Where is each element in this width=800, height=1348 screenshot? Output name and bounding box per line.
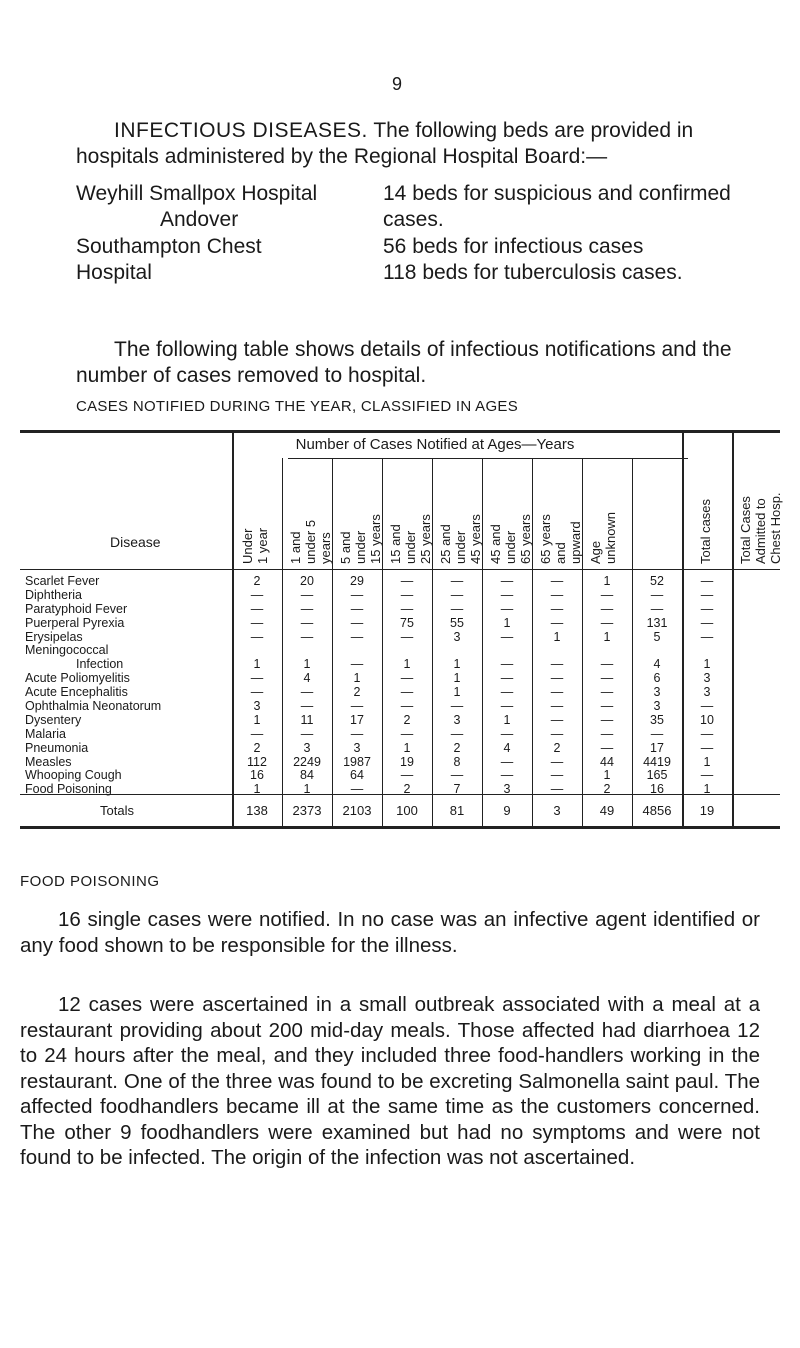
cell: — <box>550 601 564 616</box>
cell: 2 <box>553 740 561 755</box>
total-cell: 9 <box>503 803 511 818</box>
cell: — <box>600 657 614 672</box>
page-number: 9 <box>392 74 403 94</box>
cell: — <box>700 601 714 616</box>
col-header: 25 and under 45 years <box>438 514 483 564</box>
cell: 3 <box>303 740 311 755</box>
cell: — <box>350 587 364 602</box>
cell: 1 <box>703 657 711 672</box>
cell: 4 <box>653 657 661 672</box>
row-disease: Erysipelas <box>25 629 83 644</box>
cell: 2 <box>453 740 461 755</box>
cell: 3 <box>453 712 461 727</box>
col-header: Under 1 year <box>240 527 270 564</box>
col-header: 1 and under 5 years <box>288 519 333 564</box>
cell: 1 <box>503 615 511 630</box>
cell: — <box>350 782 364 797</box>
hospital-beds: 56 beds for infectious cases <box>383 235 644 258</box>
cell: 1 <box>703 754 711 769</box>
cell: 3 <box>703 685 711 700</box>
cell: 52 <box>650 574 664 588</box>
cell: — <box>400 699 414 714</box>
row-disease: Paratyphoid Fever <box>25 601 128 616</box>
row-disease: Meningococcal <box>25 643 109 658</box>
cell: — <box>600 712 614 727</box>
cell: — <box>300 629 314 644</box>
cell: — <box>300 615 314 630</box>
cell: — <box>700 615 714 630</box>
cell: — <box>550 615 564 630</box>
cell: — <box>550 587 564 602</box>
cell: — <box>400 768 414 783</box>
col-header: Age unknown <box>588 511 618 564</box>
cell: — <box>250 726 264 741</box>
cell: — <box>350 699 364 714</box>
table-row <box>20 686 780 700</box>
total-cell: 49 <box>599 803 615 818</box>
cell: 1 <box>303 657 311 672</box>
cell: 1 <box>253 712 261 727</box>
cell: 1 <box>403 740 411 755</box>
cell: 75 <box>400 615 414 630</box>
cell: 7 <box>453 782 461 797</box>
total-cell: 81 <box>449 803 465 818</box>
cell: — <box>550 782 564 797</box>
row-disease: Pneumonia <box>25 740 89 755</box>
cell: — <box>550 699 564 714</box>
intro-lead: INFECTIOUS DISEASES. <box>114 119 368 142</box>
cell: 6 <box>653 671 661 686</box>
cell: 16 <box>250 768 264 783</box>
hospital-beds: 14 beds for suspicious and confirmed cases. <box>383 182 731 231</box>
col-header: Total Cases Admitted to Chest Hosp. <box>738 492 783 564</box>
cell: — <box>700 768 714 783</box>
cell: — <box>600 587 614 602</box>
hospital-location: Andover <box>160 208 239 231</box>
cell: — <box>500 699 514 714</box>
cell: 2 <box>253 740 261 755</box>
cell: — <box>700 740 714 755</box>
cell: 16 <box>650 782 664 797</box>
cell: 1987 <box>343 754 371 769</box>
paragraph-text: 12 cases were ascertained in a small outbreak associated with a meal at a restaurant providing about 200 mid-day meals. Those affected had diarrhoea 12 to 24 hours after the meal, and they included three food-handlers working in the restaurant. One of the three was found to be excreting Salmonella saint paul. The affected foodhandlers became ill at the same time as the customers concerned. The other 9 foodhandlers were examined but had no symptoms and were not found to be infected. The origin of the infection was not ascertained. <box>20 993 760 1169</box>
total-cell: 138 <box>246 803 268 818</box>
cell: 11 <box>300 712 314 727</box>
table-row <box>20 658 780 672</box>
cell: — <box>550 726 564 741</box>
cell: — <box>550 754 564 769</box>
cell: — <box>500 685 514 700</box>
table-row <box>20 742 780 756</box>
total-cell: 2103 <box>342 803 372 818</box>
cell: 35 <box>650 712 664 727</box>
cell: 1 <box>553 629 561 644</box>
table-row <box>20 672 780 686</box>
cell: 3 <box>453 629 461 644</box>
cell: 19 <box>400 754 414 769</box>
cell: 17 <box>350 712 364 727</box>
cell: 1 <box>703 782 711 797</box>
cell: — <box>250 671 264 686</box>
cell: 2 <box>353 685 361 700</box>
row-disease: Infection <box>76 657 124 672</box>
cell: 1 <box>403 657 411 672</box>
cell: 1 <box>253 657 261 672</box>
total-cell: 3 <box>553 803 561 818</box>
table-bottom-rule <box>20 826 780 829</box>
header-bottom-rule <box>20 569 780 570</box>
cell: — <box>550 712 564 727</box>
row-disease: Food Poisoning <box>25 782 112 797</box>
food-poisoning-paragraph-1 <box>20 907 760 958</box>
cell: 1 <box>453 671 461 686</box>
row-disease: Whooping Cough <box>25 768 122 783</box>
cell: — <box>700 574 714 588</box>
cell: — <box>450 699 464 714</box>
cell: 3 <box>253 699 261 714</box>
cell: 3 <box>653 699 661 714</box>
cell: — <box>300 601 314 616</box>
cell: — <box>250 629 264 644</box>
cell: — <box>400 685 414 700</box>
cell: 8 <box>453 754 461 769</box>
cell: — <box>300 726 314 741</box>
cell: 1 <box>453 657 461 672</box>
total-cell: 2373 <box>292 803 322 818</box>
row-disease: Ophthalmia Neonatorum <box>25 699 162 714</box>
hospital-name: Southampton Chest Hospital <box>76 235 262 284</box>
cell: — <box>500 671 514 686</box>
cell: 2 <box>603 782 611 797</box>
table-intro-text: The following table shows details of infectious notifications and the number of cases removed to hospital. <box>76 338 732 387</box>
cell: — <box>500 574 514 588</box>
cell: 20 <box>300 574 314 588</box>
cell: 4419 <box>643 754 671 769</box>
cell: — <box>350 601 364 616</box>
cell: — <box>350 657 364 672</box>
table-row <box>20 603 780 617</box>
cell: — <box>700 587 714 602</box>
cell: 4 <box>303 671 311 686</box>
cell: — <box>400 574 414 588</box>
cell: — <box>550 671 564 686</box>
cell: — <box>450 574 464 588</box>
cell: 1 <box>503 712 511 727</box>
cell: 112 <box>247 754 267 769</box>
cell: — <box>300 685 314 700</box>
cell: — <box>350 615 364 630</box>
cell: — <box>700 726 714 741</box>
cell: — <box>500 754 514 769</box>
cell: — <box>300 587 314 602</box>
cell: — <box>600 699 614 714</box>
cell: — <box>500 601 514 616</box>
cell: 165 <box>646 768 668 783</box>
row-disease: Acute Encephalitis <box>25 685 128 700</box>
cell: 55 <box>450 615 464 630</box>
cell: 1 <box>353 671 361 686</box>
col-header: 45 and under 65 years <box>488 514 533 564</box>
cell: — <box>600 615 614 630</box>
table-row <box>20 756 780 770</box>
table-top-rule <box>20 430 780 433</box>
food-poisoning-title: FOOD POISONING <box>20 873 160 890</box>
row-disease: Puerperal Pyrexia <box>25 615 125 630</box>
cell: — <box>550 657 564 672</box>
cell: — <box>450 726 464 741</box>
cell: — <box>250 615 264 630</box>
cell: 29 <box>350 574 364 588</box>
row-disease: Measles <box>25 754 72 769</box>
cell: — <box>500 629 514 644</box>
cell: — <box>500 768 514 783</box>
cell: — <box>600 685 614 700</box>
cell: 1 <box>603 768 611 783</box>
total-cell: 100 <box>396 803 418 818</box>
table-row <box>20 631 780 645</box>
cell: — <box>400 601 414 616</box>
table-row <box>20 644 780 658</box>
table-body <box>20 575 780 797</box>
cell: — <box>550 574 564 588</box>
cell: 44 <box>600 754 614 769</box>
cell: 64 <box>350 768 364 783</box>
cell: 2 <box>403 712 411 727</box>
cell: — <box>500 587 514 602</box>
total-cell: 19 <box>699 803 715 818</box>
row-disease: Scarlet Fever <box>25 574 100 588</box>
cell: — <box>600 601 614 616</box>
cell: 3 <box>703 671 711 686</box>
col-header: 5 and under 15 years <box>338 514 383 564</box>
cell: — <box>400 671 414 686</box>
cell: — <box>600 671 614 686</box>
table-caption: CASES NOTIFIED DURING THE YEAR, CLASSIFIED IN AGES <box>76 398 519 415</box>
cell: 5 <box>653 629 661 644</box>
cell: 10 <box>700 712 714 727</box>
cell: — <box>650 587 664 602</box>
col-header: 15 and under 25 years <box>388 514 433 564</box>
cell: — <box>450 587 464 602</box>
cell: 4 <box>503 740 511 755</box>
cell: 3 <box>653 685 661 700</box>
row-disease: Dysentery <box>25 712 82 727</box>
cell: 1 <box>603 629 611 644</box>
cell: 1 <box>603 574 611 588</box>
totals-label: Totals <box>100 803 134 818</box>
cell: — <box>250 601 264 616</box>
total-cell: 4856 <box>642 803 672 818</box>
hospital-beds-tb: 118 beds for tuberculosis cases. <box>383 261 683 284</box>
cell: — <box>400 587 414 602</box>
intro-paragraph <box>76 118 746 170</box>
cell: 1 <box>303 782 311 797</box>
cell: — <box>400 629 414 644</box>
cell: 17 <box>650 740 664 755</box>
cell: 2 <box>403 782 411 797</box>
cell: 3 <box>353 740 361 755</box>
disease-header: Disease <box>110 534 161 550</box>
table-row <box>20 783 780 797</box>
cell: — <box>600 740 614 755</box>
cell: — <box>250 587 264 602</box>
cell: 131 <box>646 615 668 630</box>
cell: 1 <box>453 685 461 700</box>
cell: — <box>350 726 364 741</box>
paragraph-text: 16 single cases were notified. In no case was an infective agent identified or any food shown to be responsible for the illness. <box>20 908 760 957</box>
cell: — <box>300 699 314 714</box>
col-header: Total cases <box>698 498 713 564</box>
cell: — <box>650 601 664 616</box>
table-row <box>20 589 780 603</box>
cell: — <box>550 768 564 783</box>
cell: — <box>500 657 514 672</box>
cell: — <box>700 629 714 644</box>
cell: 2249 <box>293 754 321 769</box>
group-header-rule <box>288 458 688 459</box>
table-row <box>20 714 780 728</box>
cell: — <box>250 685 264 700</box>
cell: — <box>400 726 414 741</box>
row-disease: Malaria <box>25 726 66 741</box>
cell: — <box>600 726 614 741</box>
cell: — <box>500 726 514 741</box>
cell: 1 <box>253 782 261 797</box>
cell: 84 <box>300 768 314 783</box>
cell: 2 <box>253 574 261 588</box>
row-disease: Diphtheria <box>25 587 82 602</box>
row-disease: Acute Poliomyelitis <box>25 671 130 686</box>
hospital-name: Weyhill Smallpox Hospital <box>76 182 318 205</box>
table-row <box>20 700 780 714</box>
intro-text: The following beds are provided in hospitals administered by the Regional Hospital Board:— <box>76 119 694 168</box>
cell: — <box>700 699 714 714</box>
cell: — <box>550 685 564 700</box>
cell: — <box>450 768 464 783</box>
cell: 3 <box>503 782 511 797</box>
col-header: 65 years and upward <box>538 514 583 564</box>
table-row <box>20 617 780 631</box>
table-group-header: Number of Cases Notified at Ages—Years <box>295 436 575 453</box>
food-poisoning-paragraph-2 <box>20 992 760 1171</box>
cell: — <box>450 601 464 616</box>
table-row <box>20 728 780 742</box>
table-row <box>20 575 780 589</box>
table-intro-paragraph <box>76 337 746 389</box>
cell: — <box>350 629 364 644</box>
table-row <box>20 769 780 783</box>
cell: — <box>650 726 664 741</box>
